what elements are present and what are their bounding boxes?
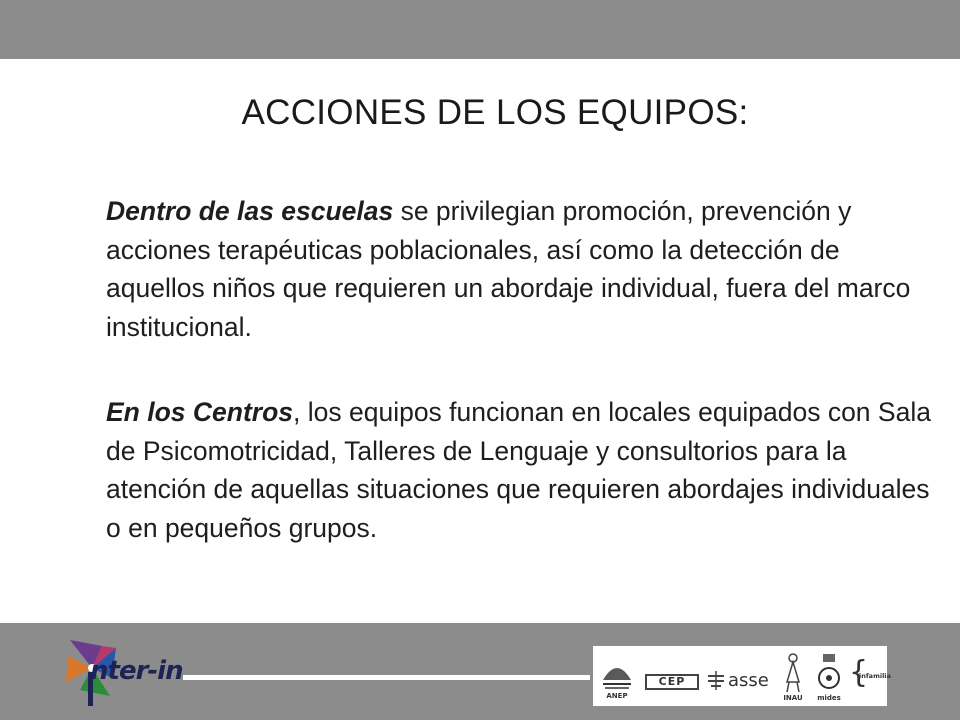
brace-icon: { bbox=[849, 655, 869, 690]
paragraph-centers-body: , los equipos funcionan en locales equipados con Sala de Psicomotricidad, Talleres de Lenguaje y consultorios para la atención de aquellas situaciones que requieren abordajes individuales o en pequeños grupos. bbox=[106, 397, 931, 543]
asse-lines-icon bbox=[706, 670, 726, 692]
logo-wordmark: nter-in bbox=[90, 656, 183, 686]
paragraph-schools-body: se privilegian promoción, prevención y acciones terapéuticas poblacionales, así como la detección de aquellos niños que requieren un abordaje individual, fuera del marco institucional. bbox=[106, 196, 911, 342]
top-band bbox=[0, 0, 960, 59]
asse-logo bbox=[706, 670, 768, 692]
mides-emblem-icon bbox=[811, 652, 847, 694]
partner-logos bbox=[593, 646, 891, 706]
inau-label: INAU bbox=[783, 694, 803, 702]
cep-logo: CEP bbox=[645, 674, 699, 690]
anep-logo bbox=[599, 650, 635, 702]
inau-logo bbox=[779, 652, 807, 704]
asse-label: asse bbox=[728, 670, 769, 691]
paragraph-centers bbox=[106, 393, 936, 547]
anep-label: ANEP bbox=[606, 692, 628, 700]
paragraph-schools bbox=[106, 192, 936, 346]
paragraph-centers-lead: En los Centros bbox=[106, 397, 294, 427]
paragraph-schools-lead: Dentro de las escuelas bbox=[106, 196, 394, 226]
infamilia-label: infamilia bbox=[859, 672, 891, 680]
mides-label: mides bbox=[817, 694, 841, 702]
slide-title: ACCIONES DE LOS EQUIPOS: bbox=[241, 93, 749, 132]
mides-logo bbox=[811, 652, 847, 704]
footer-divider bbox=[183, 675, 590, 680]
anep-emblem-icon bbox=[599, 650, 635, 692]
infamilia-logo bbox=[849, 655, 891, 698]
inau-figures-icon bbox=[779, 652, 807, 694]
